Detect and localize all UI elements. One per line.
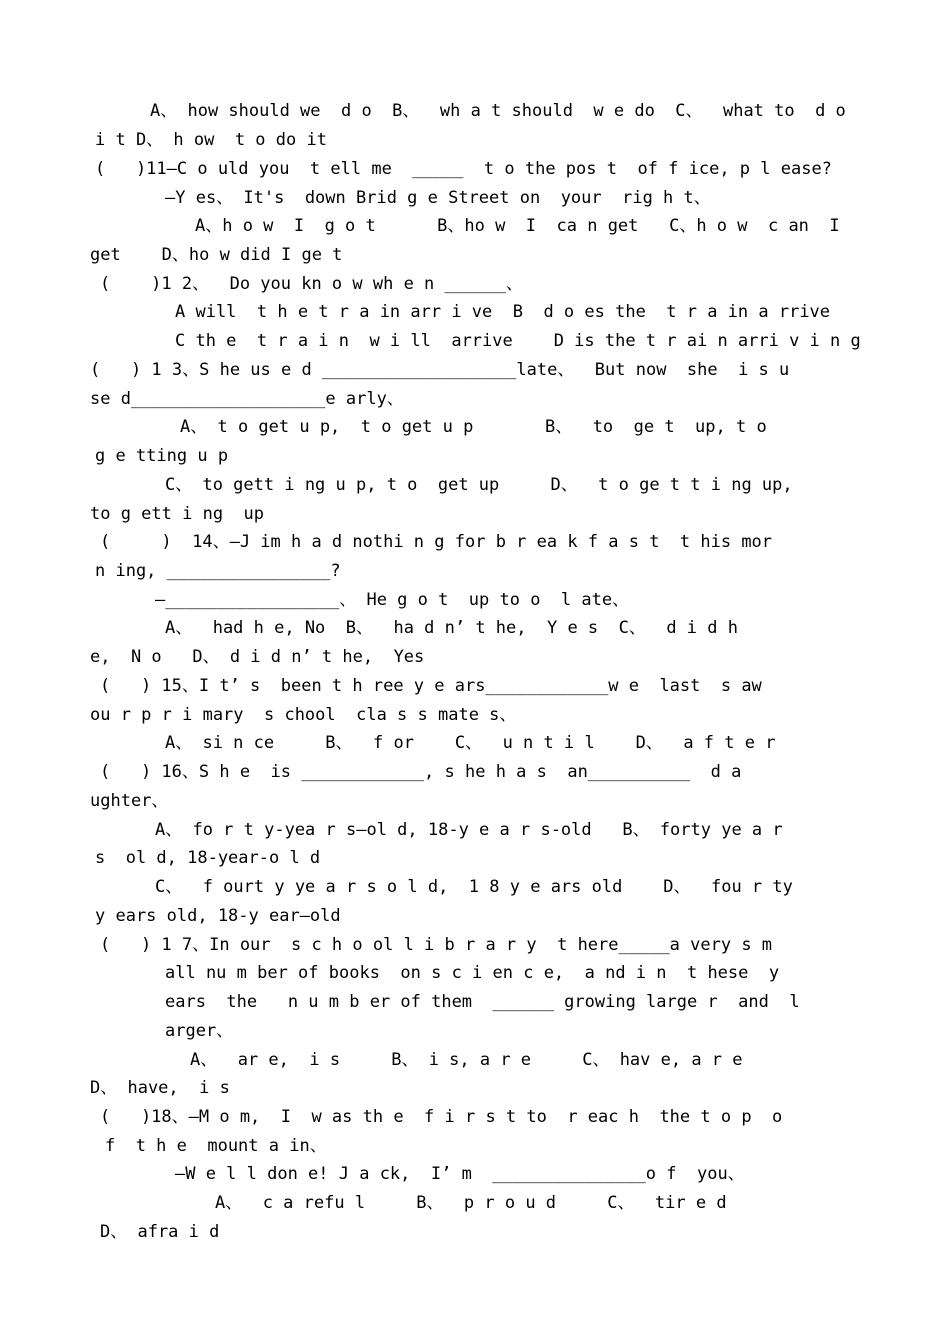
q17-options: A、 ar e, i s B、 i s, a r e C、 hav e, a r e <box>190 1050 743 1070</box>
q16-options-ab: A、 fo r t y-yea r s—ol d, 18-y e a r s-old B、 forty ye a r <box>155 820 783 840</box>
q11-stem: ( )11—C o uld you t ell me _____ t o the pos t of f ice, p l ease? <box>95 159 832 179</box>
q10-options-cont: i t D、 h ow t o do it <box>95 130 327 150</box>
q13-stem-cont: se d___________________e arly、 <box>90 389 404 409</box>
q13-stem: ( ) 1 3、S he us e d ___________________late、 But now she i s u <box>90 360 790 380</box>
q15-stem-cont: ou r p r i mary s chool cla s s mate s、 <box>90 705 517 725</box>
q14-options-cont: e, N o D、 d i d n’ t he, Yes <box>90 647 425 667</box>
q11-reply: —Y es、 It's down Brid g e Street on your rig h t、 <box>165 188 711 208</box>
q18-stem: ( )18、—M o m, I w as th e f i r s t to r eac h the t o p o <box>100 1107 783 1127</box>
q18-options-cont: D、 afra i d <box>100 1222 220 1242</box>
q13-options-ab: A、 t o get u p, t o get u p B、 to ge t up, t o <box>180 417 767 437</box>
q14-stem: ( ) 14、—J im h a d nothi n g for b r ea k f a s t t his mor <box>100 532 773 552</box>
q15-stem: ( ) 15、I t’ s been t h ree y e ars____________w e last s aw <box>100 676 762 696</box>
q12-options-ab: A will t h e t r a in arr i ve B d o es the t r a in a rrive <box>175 302 831 322</box>
q16-options-cd-cont: y ears old, 18-y ear—old <box>95 906 341 926</box>
q18-options: A、 c a refu l B、 p r o u d C、 tir e d <box>215 1193 727 1213</box>
q12-stem: ( )1 2、 Do you kn o w wh e n ______、 <box>100 274 523 294</box>
q10-options-line: A、 how should we d o B、 wh a t should w e do C、 what to d o <box>150 101 846 121</box>
q18-reply: —W e l l don e! J a ck, I’ m _______________o f you、 <box>175 1164 745 1184</box>
q11-options-cont: get D、ho w did I ge t <box>90 245 343 265</box>
q17-stem-cont1: all nu m ber of books on s c i en c e, a nd i n t hese y <box>165 963 780 983</box>
q13-options-cd: C、 to gett i ng u p, t o get up D、 t o ge t t i ng up, <box>165 475 793 495</box>
q17-stem: ( ) 1 7、In our s c h o ol l i b r a r y t here_____a very s m <box>100 935 773 955</box>
q18-stem-cont: f t h e mount a in、 <box>105 1136 327 1156</box>
q14-options: A、 had h e, No B、 ha d n’ t he, Y e s C、 d i d h <box>165 618 738 638</box>
q17-stem-cont3: arger、 <box>165 1021 234 1041</box>
q16-stem: ( ) 16、S h e is ____________, s he h a s an__________ d a <box>100 762 742 782</box>
q17-stem-cont2: ears the n u m b er of them ______ growing large r and l <box>165 992 800 1012</box>
q16-stem-cont: ughter、 <box>90 791 169 811</box>
q17-options-cont: D、 have, i s <box>90 1078 230 1098</box>
q12-options-cd: C th e t r a i n w i ll arrive D is the t r ai n arri v i n g <box>175 331 861 351</box>
q16-options-cd: C、 f ourt y ye a r s o l d, 1 8 y e ars old D、 fou r ty <box>155 877 793 897</box>
q14-reply: —_________________、 He g o t up to o l ate、 <box>155 590 630 610</box>
q11-options: A、h o w I g o t B、ho w I ca n get C、h o w c an I <box>195 216 840 236</box>
q13-options-cd-cont: to g ett i ng up <box>90 504 264 524</box>
q13-options-ab-cont: g e tting u p <box>95 446 229 466</box>
q16-options-ab-cont: s ol d, 18-year-o l d <box>95 848 321 868</box>
q14-stem-cont: n ing, ________________? <box>95 561 341 581</box>
q15-options: A、 si n ce B、 f or C、 u n t i l D、 a f t e r <box>165 733 776 753</box>
